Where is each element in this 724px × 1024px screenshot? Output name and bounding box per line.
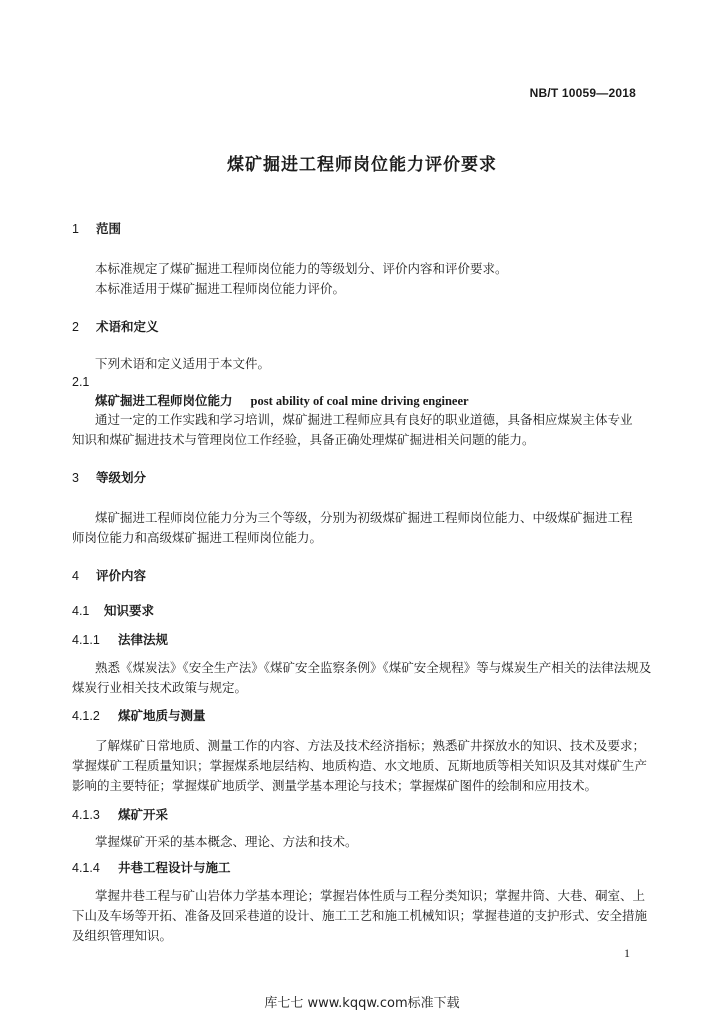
section-title: 煤矿开采 — [118, 807, 169, 822]
watermark-link[interactable]: 库七七 www.kqqw.com标准下载 — [264, 996, 460, 1011]
section-number: 4.1 — [72, 604, 90, 618]
section-number: 1 — [72, 222, 79, 236]
section-4-1-3-heading — [72, 805, 168, 823]
paragraph: 下列术语和定义适用于本文件。 — [95, 356, 271, 371]
paragraph-line: 掌握煤矿开采的基本概念、理论、方法和技术。 — [95, 834, 358, 849]
paragraph-line: 师岗位能力和高级煤矿掘进工程师岗位能力。 — [72, 530, 323, 545]
section-number: 4.1.4 — [72, 861, 100, 875]
section-title: 法律法规 — [118, 632, 169, 647]
section-number: 4.1.3 — [72, 808, 100, 822]
clause-number: 2.1 — [72, 375, 90, 389]
paragraph-line: 下山及车场等开拓、准备及回采巷道的设计、施工工艺和施工机械知识；掌握巷道的支护形式、安全措施 — [72, 908, 648, 923]
section-number: 4 — [72, 569, 79, 583]
page-number: 1 — [624, 946, 630, 960]
section-title: 知识要求 — [104, 603, 155, 618]
section-2-heading — [72, 317, 159, 335]
section-title: 范围 — [96, 221, 122, 236]
definition-line: 通过一定的工作实践和学习培训，煤矿掘进工程师应具有良好的职业道德，具备相应煤炭主体专业 — [95, 412, 633, 427]
term-english: post ability of coal mine driving engineer — [250, 394, 469, 408]
standard-number: NB/T 10059—2018 — [529, 86, 636, 100]
section-4-1-4-heading — [72, 858, 231, 876]
paragraph: 本标准适用于煤矿掘进工程师岗位能力评价。 — [95, 281, 346, 296]
section-3-heading — [72, 468, 146, 486]
paragraph: 本标准规定了煤矿掘进工程师岗位能力的等级划分、评价内容和评价要求。 — [95, 261, 508, 276]
section-4-1-1-heading — [72, 630, 168, 648]
section-4-1-2-heading — [72, 706, 206, 724]
section-title: 等级划分 — [96, 470, 147, 485]
paragraph-line: 掌握井巷工程与矿山岩体力学基本理论；掌握岩体性质与工程分类知识；掌握井筒、大巷、硐室、上 — [95, 888, 646, 903]
paragraph-line: 及组织管理知识。 — [72, 928, 173, 943]
section-4-1-heading — [72, 601, 154, 619]
document-title: 煤矿掘进工程师岗位能力评价要求 — [227, 155, 497, 175]
section-number: 3 — [72, 471, 79, 485]
paragraph-line: 煤炭行业相关技术政策与规定。 — [72, 680, 248, 695]
paragraph-line: 煤矿掘进工程师岗位能力分为三个等级，分别为初级煤矿掘进工程师岗位能力、中级煤矿掘进工程 — [95, 510, 633, 525]
paragraph-line: 影响的主要特征；掌握煤矿地质学、测量学基本理论与技术；掌握煤矿图件的绘制和应用技术。 — [72, 778, 598, 793]
section-number: 4.1.1 — [72, 633, 100, 647]
section-4-heading — [72, 566, 146, 584]
section-1-heading — [72, 219, 121, 237]
paragraph-line: 熟悉《煤炭法》《安全生产法》《煤矿安全监察条例》《煤矿安全规程》等与煤炭生产相关的法律法规及 — [95, 660, 652, 675]
section-number: 2 — [72, 320, 79, 334]
paragraph-line: 了解煤矿日常地质、测量工作的内容、方法及技术经济指标；熟悉矿井探放水的知识、技术及要求； — [95, 738, 646, 753]
section-title: 井巷工程设计与施工 — [118, 860, 231, 875]
term-chinese: 煤矿掘进工程师岗位能力 — [95, 393, 233, 408]
section-title: 术语和定义 — [96, 319, 159, 334]
paragraph-line: 掌握煤矿工程质量知识；掌握煤系地层结构、地质构造、水文地质、瓦斯地质等相关知识及其对煤矿生产 — [72, 758, 648, 773]
definition-line: 知识和煤矿掘进技术与管理岗位工作经验，具备正确处理煤矿掘进相关问题的能力。 — [72, 432, 535, 447]
section-title: 煤矿地质与测量 — [118, 708, 206, 723]
section-number: 4.1.2 — [72, 709, 100, 723]
section-title: 评价内容 — [96, 568, 147, 583]
